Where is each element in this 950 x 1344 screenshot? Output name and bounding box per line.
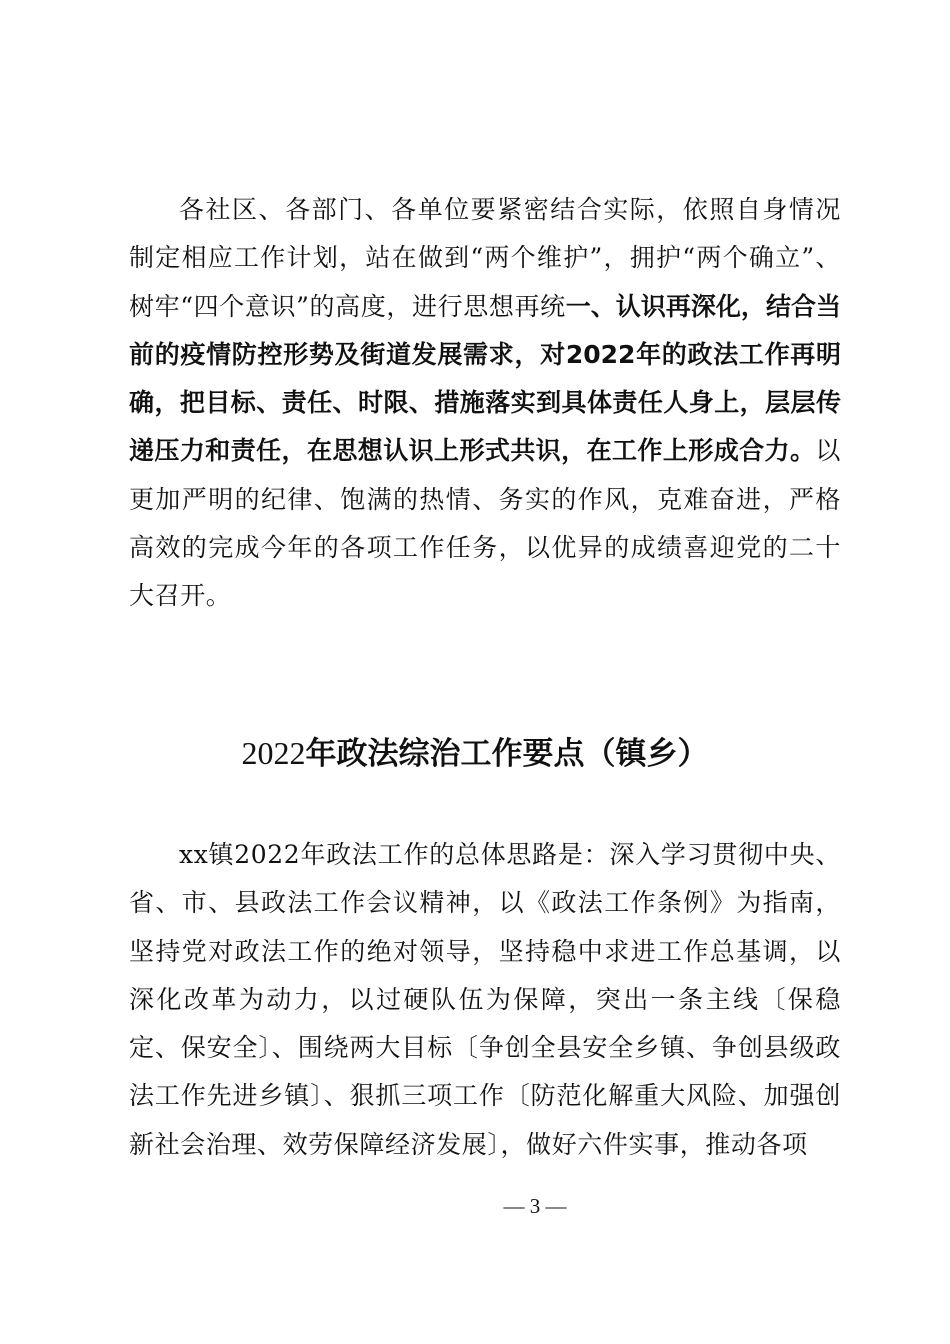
page-number: — 3 —: [503, 1194, 567, 1218]
heading-year: 2022: [241, 735, 306, 771]
paragraph-1-bold-text: 一、认识再深化，结合当前的疫情防控形势及街道发展需求，对2022年的政法工作再明确，把目标、责任、时限、措施落实到具体责任人身上，层层传递压力和责任，在思想认识上形式共识，在工作上形成合力。: [129, 291, 841, 466]
body-paragraph-2: xx镇2022年政法工作的总体思路是：深入学习贯彻中央、省、市、县政法工作会议精神，以《政法工作条例》为指南，坚持党对政法工作的绝对领导，坚持稳中求进工作总基调，以深化改革为动力，以过硬队伍为保障，突出一条主线〔保稳定、保安全〕、围绕两大目标〔争创全县安全乡镇、争创县级政法工作先进乡镇〕、狠抓三项工作〔防范化解重大风险、加强创新社会治理、效劳保障经济发展〕，做好六件实事，推动各项: [129, 840, 841, 1159]
heading-title: 年政法综治工作要点（镇乡）: [305, 736, 709, 772]
section-heading: [0, 728, 950, 779]
body-paragraph-1: [129, 186, 841, 621]
paragraph-1-text-end: 以更加严明的纪律、饱满的热情、务实的作风，克难奋进，严格高效的完成今年的各项工作任务，以优异的成绩喜迎党的二十大召开。: [129, 436, 841, 611]
paragraph-1-text-start: 各社区、各部门、各单位要紧密结合实际，依照自身情况制定相应工作计划，站在做到“两个维护”，拥护“两个确立”、树牢“四个意识”的高度，进行思想再统: [129, 195, 841, 321]
